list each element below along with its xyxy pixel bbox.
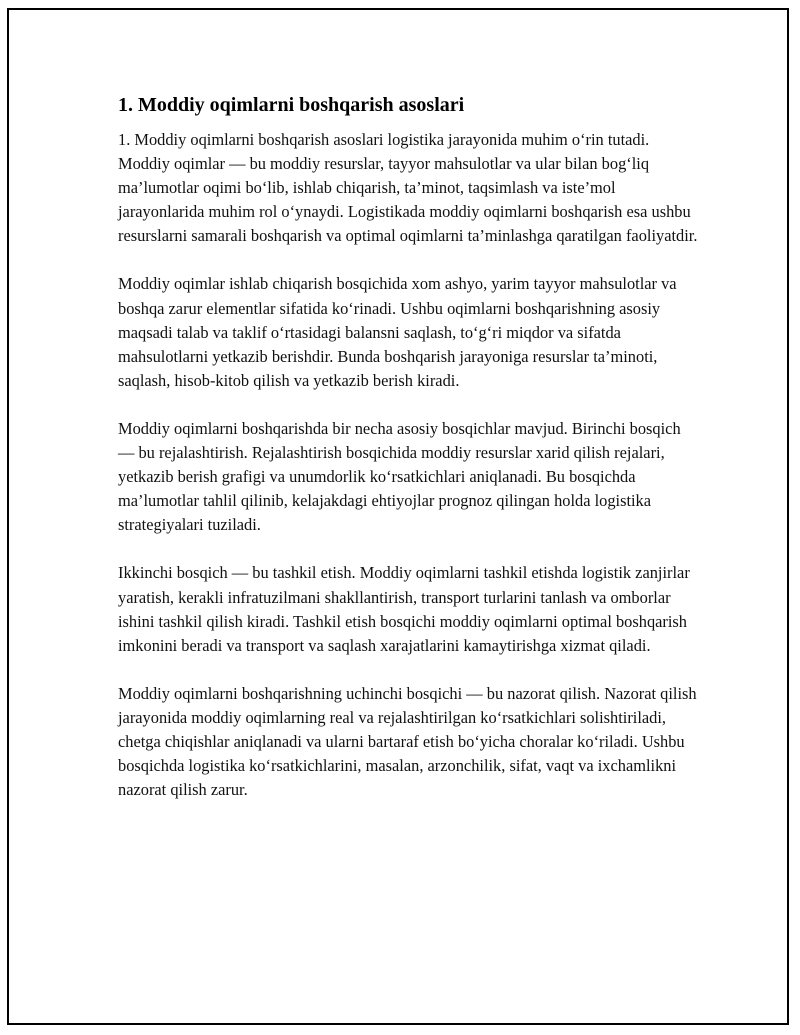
paragraph-3: Moddiy oqimlarni boshqarishda bir necha asosiy bosqichlar mavjud. Birinchi bosqich — bu rejalashtirish. Rejalashtirish bosqichida moddiy resurslar xarid qilish rejalari, yetkazib berish grafigi va unumdorlik ko‘rsatkichlari aniqlanadi. Bu bosqichda ma’lumotlar tahlil qilinib, kelajakdagi ehtiyojlar prognoz qilingan holda logistika strategiyalari tuziladi. <box>118 418 681 535</box>
paragraph-2: Moddiy oqimlar ishlab chiqarish bosqichida xom ashyo, yarim tayyor mahsulotlar va boshqa zarur elementlar sifatida ko‘rinadi. Ushbu oqimlarni boshqarishning asosiy maqsadi talab va taklif o‘rtasidagi balansni saqlash, to‘g‘ri miqdor va sifatda mahsulotlarni yetkazib berishdir. Bunda boshqarish jarayoniga resurslar ta’minoti, saqlash, hisob-kitob qilish va yetkazib berish kiradi. <box>118 274 677 390</box>
document-heading: 1. Moddiy oqimlarni boshqarish asoslari <box>118 94 465 116</box>
paragraph-5: Moddiy oqimlarni boshqarishning uchinchi bosqichi — bu nazorat qilish. Nazorat qilish jarayonida moddiy oqimlarning real va rejalashtirilgan ko‘rsatkichlari solishtiriladi, chetga chiqishlar aniqlanadi va ularni bartaraf etish bo‘yicha choralar ko‘riladi. Ushbu bosqichda logistika ko‘rsatkichlarini, masalan, arzonchilik, sifat, vaqt va ixchamlikni nazorat qilish zarur. <box>118 683 697 800</box>
document-body <box>118 92 698 826</box>
paragraph-4: Ikkinchi bosqich — bu tashkil etish. Moddiy oqimlarni tashkil etishda logistik zanjirlar yaratish, kerakli infratuzilmani shakllantirish, transport turlarini tanlash va omborlar ishini tashkil qilish kiradi. Tashkil etish bosqichi moddiy oqimlarni optimal boshqarish imkonini beradi va transport va saqlash xarajatlarini kamaytirishga xizmat qiladi. <box>118 563 690 655</box>
paragraph-1: 1. Moddiy oqimlarni boshqarish asoslari logistika jarayonida muhim o‘rin tutadi. Moddiy oqimlar — bu moddiy resurslar, tayyor mahsulotlar va ular bilan bog‘liq ma’lumotlar oqimi bo‘lib, ishlab chiqarish, ta’minot, taqsimlash va iste’mol jarayonlarida muhim rol o‘ynaydi. Logistikada moddiy oqimlarni boshqarish esa ushbu resurslarni samarali boshqarish va optimal oqimlarni ta’minlashga qaratilgan faoliyatdir. <box>118 130 698 246</box>
